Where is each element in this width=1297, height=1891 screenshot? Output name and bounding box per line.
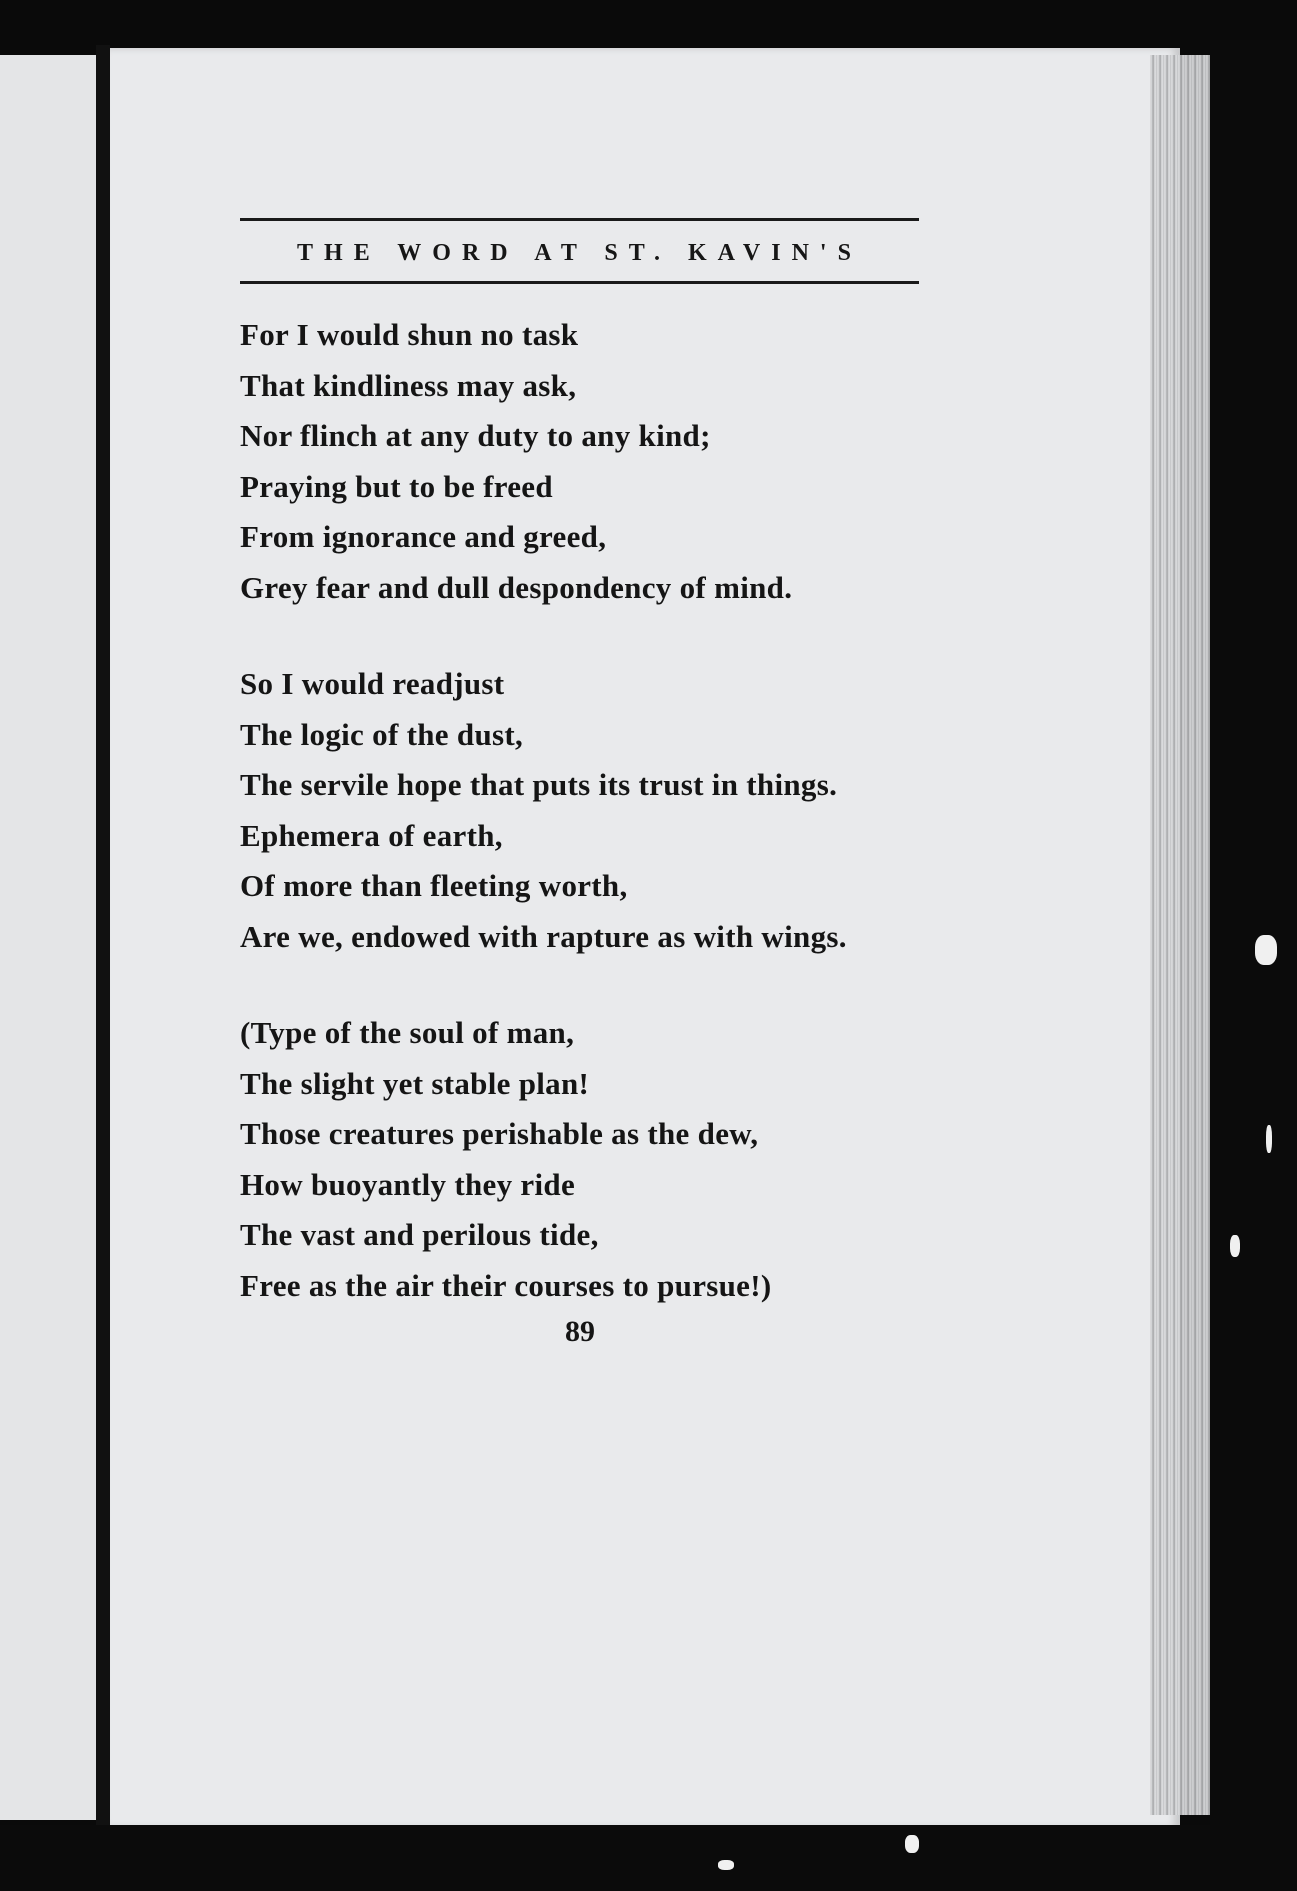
poem-line: (Type of the soul of man, (240, 1015, 575, 1050)
running-head-title: THE WORD AT ST. KAVIN'S (297, 240, 862, 266)
stanza (240, 661, 940, 964)
running-header (240, 218, 919, 284)
poem-body (240, 312, 940, 1313)
scan-speck (905, 1835, 919, 1853)
poem-line: That kindliness may ask, (240, 367, 577, 403)
poem-line: Ephemera of earth, (240, 817, 503, 853)
poem-line: Of more than fleeting worth, (240, 868, 628, 903)
facing-page-edge (0, 55, 96, 1820)
poem-line: So I would readjust (240, 666, 505, 701)
stanza (240, 1010, 940, 1313)
scan-speck (1255, 935, 1277, 965)
scan-speck (1230, 1235, 1240, 1257)
poem-line: For I would shun no task (240, 317, 579, 352)
header-rule-bottom (240, 281, 919, 284)
poem-line: The servile hope that puts its trust in things. (240, 767, 838, 802)
poem-line: Those creatures perishable as the dew, (240, 1116, 759, 1151)
scan-speck (718, 1860, 734, 1870)
poem-line: How buoyantly they ride (240, 1166, 576, 1202)
poem-line: Free as the air their courses to pursue!) (240, 1267, 772, 1303)
poem-line: From ignorance and greed, (240, 519, 607, 554)
poem-line: Nor flinch at any duty to any kind; (240, 418, 711, 453)
page-number: 89 (565, 1315, 595, 1348)
poem-line: The logic of the dust, (240, 716, 524, 752)
scan-speck (1266, 1125, 1272, 1153)
poem-line: Grey fear and dull despondency of mind. (240, 569, 793, 605)
poem-line: The vast and perilous tide, (240, 1217, 599, 1252)
poem-line: Are we, endowed with rapture as with wings. (240, 918, 847, 954)
poem-line: Praying but to be freed (240, 468, 553, 504)
book-gutter (96, 45, 110, 1835)
stanza (240, 312, 940, 615)
poem-line: The slight yet stable plan! (240, 1065, 590, 1101)
scan-background-right (1210, 40, 1297, 1891)
scan-background-bottom (0, 1825, 1297, 1891)
